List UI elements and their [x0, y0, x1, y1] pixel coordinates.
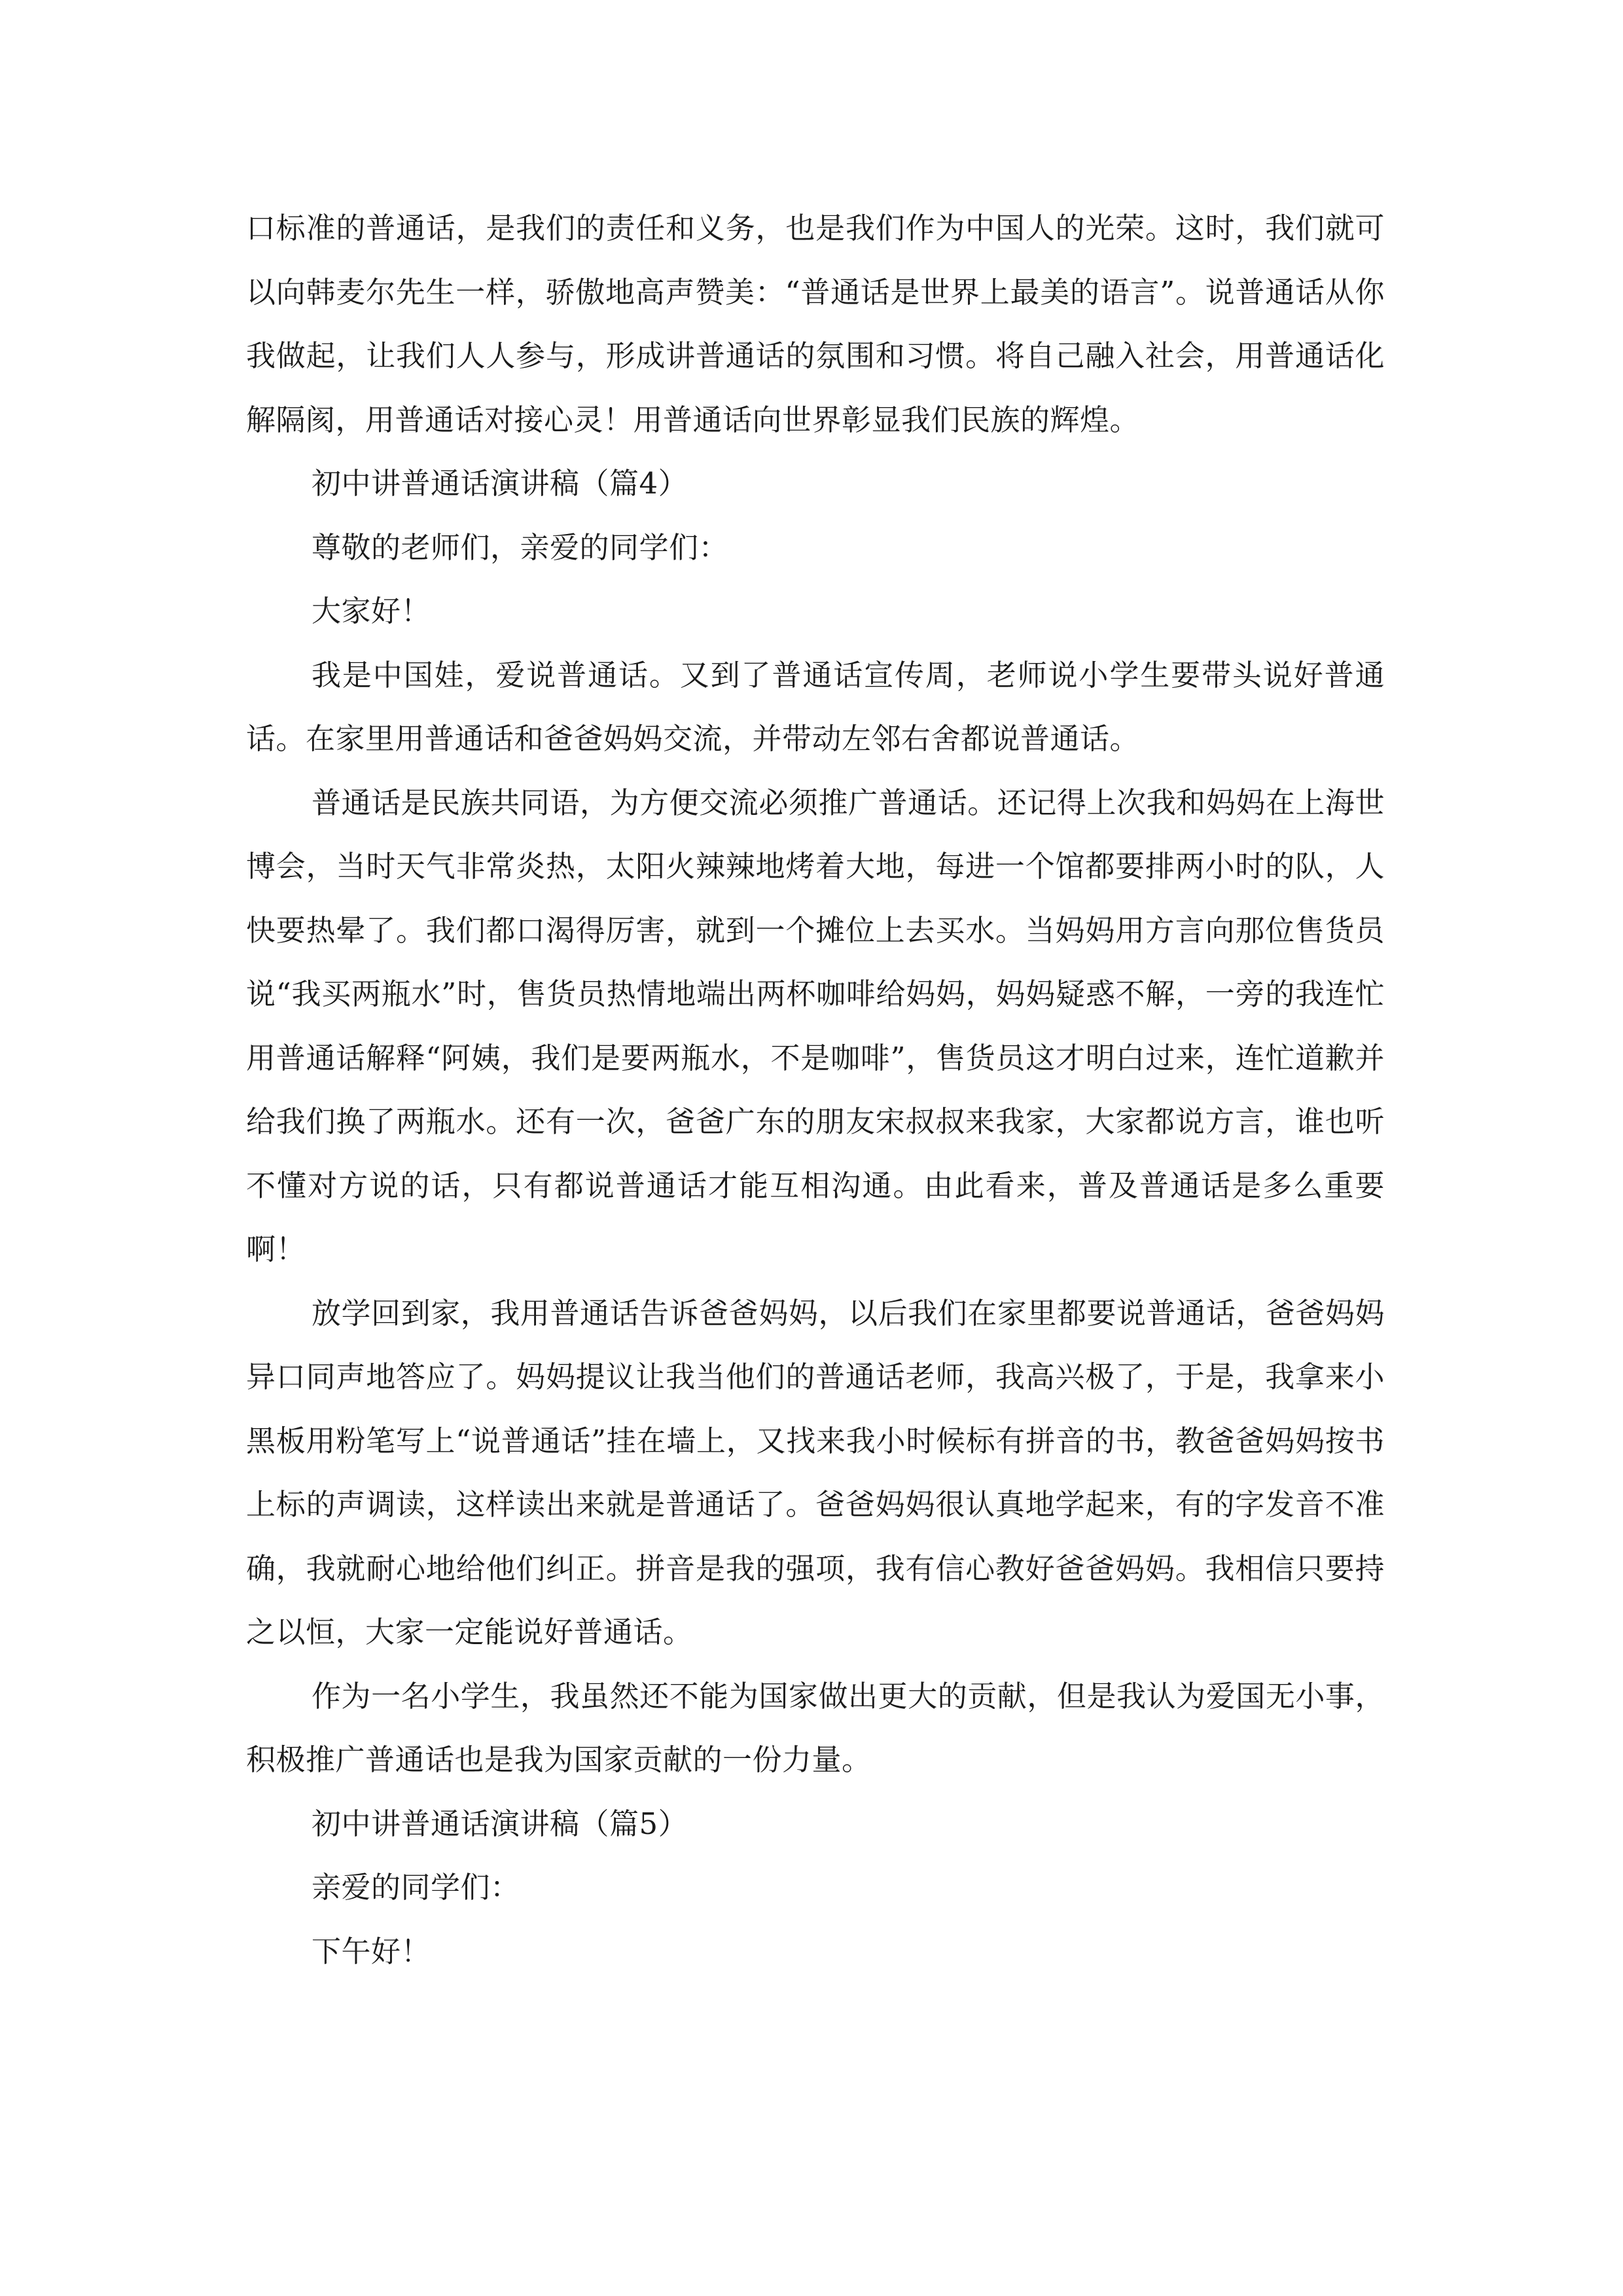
speech-5-title: 初中讲普通话演讲稿（篇5） [312, 1806, 688, 1841]
speech-5-greeting: 下午好！ [312, 1933, 431, 1969]
speech-4-paragraph-1: 我是中国娃，爱说普通话。又到了普通话宣传周，老师说小学生要带头说好普通话。在家里用普通话和爸爸妈妈交流，并带动左邻右舍都说普通话。 [246, 657, 1385, 756]
speech-4-paragraph-3: 放学回到家，我用普通话告诉爸爸妈妈，以后我们在家里都要说普通话，爸爸妈妈异口同声地答应了。妈妈提议让我当他们的普通话老师，我高兴极了，于是，我拿来小黑板用粉笔写上“说普通话”挂在墙上，又找来我小时候标有拼音的书，教爸爸妈妈按书上标的声调读，这样读出来就是普通话了。爸爸妈妈很认真地学起来，有的字发音不准确，我就耐心地给他们纠正。拼音是我的强项，我有信心教好爸爸妈妈。我相信只要持之以恒，大家一定能说好普通话。 [246, 1295, 1385, 1649]
speech-4-paragraph-4: 作为一名小学生，我虽然还不能为国家做出更大的贡献，但是我认为爱国无小事，积极推广普通话也是我为国家贡献的一份力量。 [246, 1678, 1385, 1777]
speech-4-title: 初中讲普通话演讲稿（篇4） [312, 466, 688, 501]
speech-4-salutation: 尊敬的老师们，亲爱的同学们： [312, 529, 729, 565]
speech-4-greeting: 大家好！ [312, 594, 431, 628]
paragraph-closing-previous-speech: 口标准的普通话，是我们的责任和义务，也是我们作为中国人的光荣。这时，我们就可以向韩麦尔先生一样，骄傲地高声赞美：“普通话是世界上最美的语言”。说普通话从你我做起，让我们人人参与，形成讲普通话的氛围和习惯。将自己融入社会，用普通话化解隔阂，用普通话对接心灵！用普通话向世界彰显我们民族的辉煌。 [246, 211, 1385, 437]
document-body [246, 196, 1385, 1983]
speech-4-paragraph-2: 普通话是民族共同语，为方便交流必须推广普通话。还记得上次我和妈妈在上海世博会，当时天气非常炎热，太阳火辣辣地烤着大地，每进一个馆都要排两小时的队，人快要热晕了。我们都口渴得厉害，就到一个摊位上去买水。当妈妈用方言向那位售货员说“我买两瓶水”时，售货员热情地端出两杯咖啡给妈妈，妈妈疑惑不解，一旁的我连忙用普通话解释“阿姨，我们是要两瓶水，不是咖啡”，售货员这才明白过来，连忙道歉并给我们换了两瓶水。还有一次，爸爸广东的朋友宋叔叔来我家，大家都说方言，谁也听不懂对方说的话，只有都说普通话才能互相沟通。由此看来，普及普通话是多么重要啊！ [246, 785, 1385, 1266]
speech-5-salutation: 亲爱的同学们： [312, 1870, 520, 1905]
